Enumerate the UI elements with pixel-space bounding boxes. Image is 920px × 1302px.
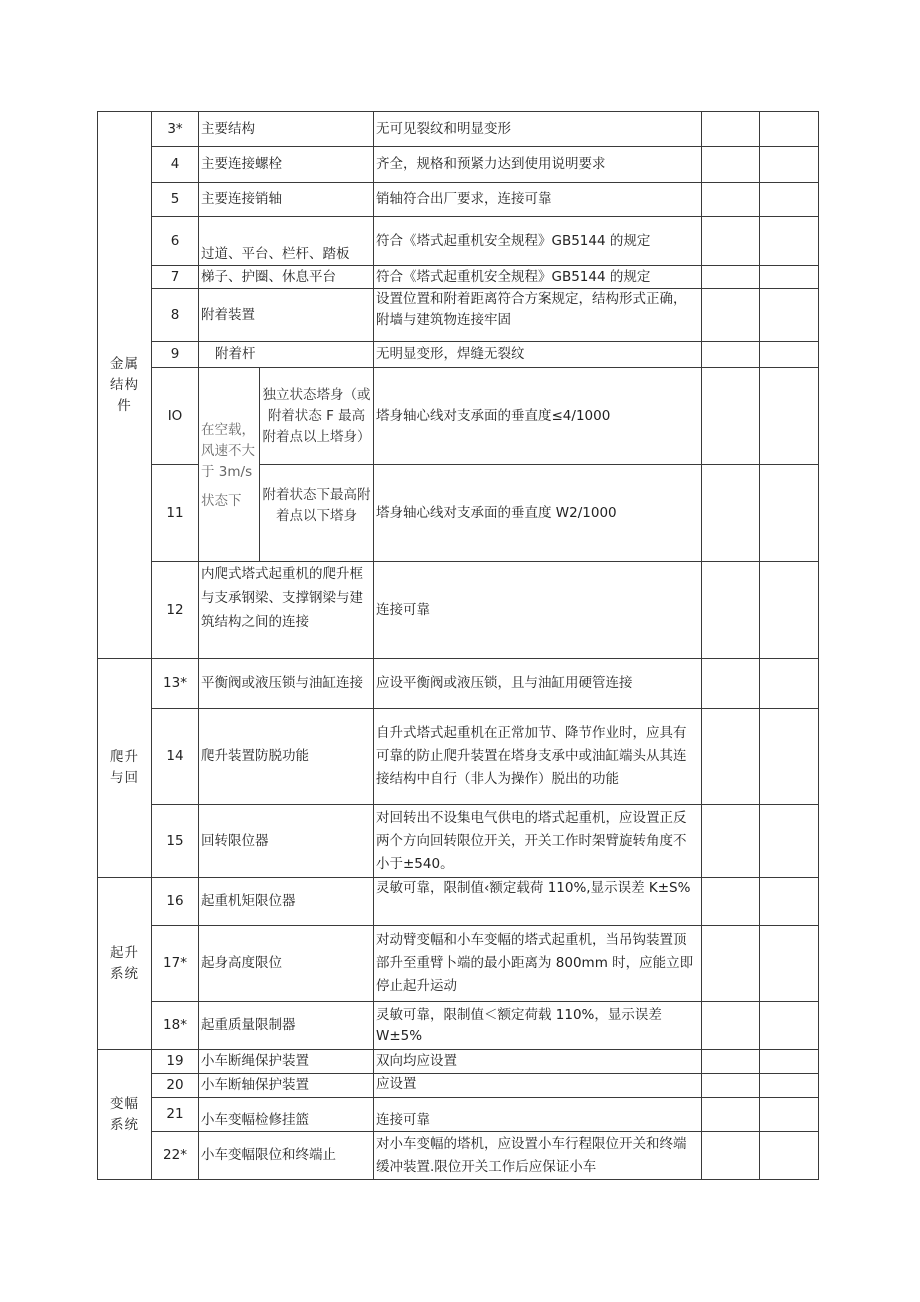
item-name: 梯子、护圈、休息平台: [199, 266, 374, 289]
remark-cell[interactable]: [760, 112, 819, 147]
result-cell[interactable]: [702, 112, 760, 147]
table-row: [98, 1002, 819, 1050]
item-name: 过道、平台、栏杆、踏板: [199, 217, 374, 266]
item-requirement: 无明显变形，焊缝无裂纹: [374, 342, 702, 368]
item-name: 起重机矩限位器: [199, 878, 374, 926]
result-cell[interactable]: [702, 1098, 760, 1132]
item-name: 小车变幅限位和终端止: [199, 1132, 374, 1180]
result-cell[interactable]: [702, 217, 760, 266]
result-cell[interactable]: [702, 368, 760, 465]
item-number: 16: [152, 878, 199, 926]
item-number: 13*: [152, 659, 199, 709]
item-requirement: 灵敏可靠，限制值‹额定载荷 110%,显示误差 K±S%: [374, 878, 702, 926]
result-cell[interactable]: [702, 1002, 760, 1050]
item-number: 4: [152, 147, 199, 183]
inspection-table: [97, 111, 819, 1180]
item-number: 8: [152, 289, 199, 342]
table-row: [98, 1050, 819, 1074]
item-name: 爬升装置防脱功能: [199, 709, 374, 805]
result-cell[interactable]: [702, 1050, 760, 1074]
item-number: IO: [152, 368, 199, 465]
item-name: 回转限位器: [199, 805, 374, 878]
item-requirement: 符合《塔式起重机安全规程》GB5144 的规定: [374, 217, 702, 266]
result-cell[interactable]: [702, 562, 760, 659]
result-cell[interactable]: [702, 147, 760, 183]
item-name: 小车断绳保护装置: [199, 1050, 374, 1074]
result-cell[interactable]: [702, 342, 760, 368]
sub-item: 附着状态下最高附着点以下塔身: [260, 465, 374, 562]
item-requirement: 自升式塔式起重机在正常加节、降节作业时，应具有可靠的防止爬升装置在塔身支承中或油缸端头从其连接结构中自行（非人为操作）脱出的功能: [374, 709, 702, 805]
item-requirement: 齐全，规格和预紧力达到使用说明要求: [374, 147, 702, 183]
item-name: 主要连接螺栓: [199, 147, 374, 183]
remark-cell[interactable]: [760, 878, 819, 926]
remark-cell[interactable]: [760, 1132, 819, 1180]
item-number: 7: [152, 266, 199, 289]
item-requirement: 灵敏可靠，限制值＜额定荷载 110%，显示误差 W±5%: [374, 1002, 702, 1050]
remark-cell[interactable]: [760, 147, 819, 183]
item-name: 附着装置: [199, 289, 374, 342]
item-requirement: 设置位置和附着距离符合方案规定，结构形式正确，附墙与建筑物连接牢固: [374, 289, 702, 342]
test-condition: [199, 368, 260, 562]
item-requirement: 符合《塔式起重机安全规程》GB5144 的规定: [374, 266, 702, 289]
remark-cell[interactable]: [760, 266, 819, 289]
table-row: [98, 342, 819, 368]
item-requirement: 应设置: [374, 1074, 702, 1098]
table-row: [98, 183, 819, 217]
remark-cell[interactable]: [760, 289, 819, 342]
test-condition-text: 在空载，风速不大于 3m/s: [201, 421, 255, 480]
item-requirement: 对动臂变幅和小车变幅的塔式起重机，当吊钩装置顶部升至重臂卜端的最小距离为 800mm 时，应能立即停止起升运动: [374, 926, 702, 1002]
item-number: 3*: [152, 112, 199, 147]
table-row: [98, 1098, 819, 1132]
result-cell[interactable]: [702, 1132, 760, 1180]
result-cell[interactable]: [702, 465, 760, 562]
remark-cell[interactable]: [760, 805, 819, 878]
item-name: 小车断轴保护装置: [199, 1074, 374, 1098]
item-name: 起重质量限制器: [199, 1002, 374, 1050]
remark-cell[interactable]: [760, 562, 819, 659]
table-row: [98, 659, 819, 709]
item-number: 20: [152, 1074, 199, 1098]
item-name: 小车变幅检修挂篮: [199, 1098, 374, 1132]
result-cell[interactable]: [702, 1074, 760, 1098]
table-row: [98, 926, 819, 1002]
result-cell[interactable]: [702, 805, 760, 878]
remark-cell[interactable]: [760, 709, 819, 805]
result-cell[interactable]: [702, 709, 760, 805]
table-row: [98, 1132, 819, 1180]
table-row: [98, 805, 819, 878]
item-requirement: 双向均应设置: [374, 1050, 702, 1074]
table-row: [98, 289, 819, 342]
remark-cell[interactable]: [760, 1050, 819, 1074]
item-name: 附着杆: [199, 342, 374, 368]
item-number: 17*: [152, 926, 199, 1002]
remark-cell[interactable]: [760, 1098, 819, 1132]
result-cell[interactable]: [702, 289, 760, 342]
sub-item: 独立状态塔身（或附着状态 F 最高附着点以上塔身）: [260, 368, 374, 465]
item-number: 14: [152, 709, 199, 805]
item-number: 15: [152, 805, 199, 878]
item-requirement: 对回转出不设集电气供电的塔式起重机，应设置正反两个方向回转限位开关，开关工作时架臂旋转角度不小于±540。: [374, 805, 702, 878]
item-number: 5: [152, 183, 199, 217]
table-row: [98, 368, 819, 465]
remark-cell[interactable]: [760, 659, 819, 709]
item-requirement: 销轴符合出厂要求，连接可靠: [374, 183, 702, 217]
category-luffing-system: 变幅系统: [98, 1050, 152, 1180]
table-row: [98, 112, 819, 147]
remark-cell[interactable]: [760, 183, 819, 217]
item-number: 19: [152, 1050, 199, 1074]
table-row: [98, 562, 819, 659]
result-cell[interactable]: [702, 926, 760, 1002]
table-row: [98, 217, 819, 266]
remark-cell[interactable]: [760, 342, 819, 368]
item-number: 22*: [152, 1132, 199, 1180]
item-name: 主要结构: [199, 112, 374, 147]
item-requirement: 连接可靠: [374, 562, 702, 659]
item-number: 6: [152, 217, 199, 266]
category-climbing-slewing: 爬升与回: [98, 659, 152, 878]
item-name: 平衡阀或液压锁与油缸连接: [199, 659, 374, 709]
table-row: [98, 878, 819, 926]
item-requirement: 应设平衡阀或液压锁，且与油缸用硬管连接: [374, 659, 702, 709]
result-cell[interactable]: [702, 659, 760, 709]
item-number: 9: [152, 342, 199, 368]
table-row: [98, 147, 819, 183]
item-requirement: 塔身轴心线对支承面的垂直度 W2/1000: [374, 465, 702, 562]
item-requirement: 无可见裂纹和明显变形: [374, 112, 702, 147]
item-number: 11: [152, 465, 199, 562]
item-name: 起身高度限位: [199, 926, 374, 1002]
result-cell[interactable]: [702, 266, 760, 289]
category-hoisting-system: 起升系统: [98, 878, 152, 1050]
test-condition-suffix: 状态下: [201, 492, 242, 509]
remark-cell[interactable]: [760, 465, 819, 562]
result-cell[interactable]: [702, 183, 760, 217]
item-requirement: 连接可靠: [374, 1098, 702, 1132]
item-number: 21: [152, 1098, 199, 1132]
remark-cell[interactable]: [760, 368, 819, 465]
item-name: 内爬式塔式起重机的爬升框与支承钢梁、支撑钢梁与建筑结构之间的连接: [199, 562, 374, 659]
table-row: [98, 1074, 819, 1098]
result-cell[interactable]: [702, 878, 760, 926]
remark-cell[interactable]: [760, 1002, 819, 1050]
item-name: 主要连接销轴: [199, 183, 374, 217]
category-metal-structure: 金属结构件: [98, 112, 152, 659]
item-number: 18*: [152, 1002, 199, 1050]
table-row: [98, 709, 819, 805]
table-row: [98, 266, 819, 289]
remark-cell[interactable]: [760, 1074, 819, 1098]
remark-cell[interactable]: [760, 217, 819, 266]
remark-cell[interactable]: [760, 926, 819, 1002]
item-requirement: 塔身轴心线对支承面的垂直度≤4/1000: [374, 368, 702, 465]
item-number: 12: [152, 562, 199, 659]
item-requirement: 对小车变幅的塔机，应设置小车行程限位开关和终端缓冲装置.限位开关工作后应保证小车: [374, 1132, 702, 1180]
